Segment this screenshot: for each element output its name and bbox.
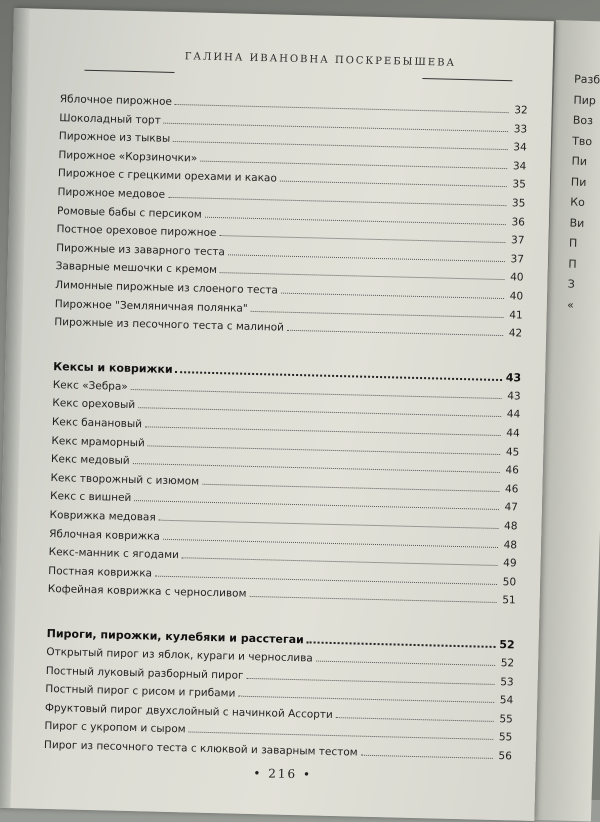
toc-entry-title: Яблочное пирожное — [59, 93, 173, 108]
toc-entry-page: 36 — [511, 215, 526, 229]
toc-entry-title: Пирог с укропом и сыром — [44, 720, 186, 736]
section-heading-title: Пироги, пирожки, кулебяки и расстегаи — [46, 626, 304, 647]
facing-page-fragment: П — [568, 236, 578, 250]
toc-entry-page: 47 — [504, 501, 519, 514]
toc-entry-title: Кекс-манник с ягодами — [48, 546, 180, 562]
toc-entry-page: 42 — [508, 327, 523, 340]
section-heading-page: 43 — [505, 370, 522, 385]
toc-entry-page: 49 — [503, 557, 517, 570]
facing-page-fragment: Пир — [573, 93, 597, 107]
toc-entry-title: Кекс медовый — [50, 453, 130, 468]
dot-leader — [287, 329, 503, 336]
toc-entry-title: Шоколадный торт — [59, 111, 161, 127]
toc-entry-title: Коврижка медовая — [49, 509, 156, 524]
toc-entry-title: Постный луковый разборный пирог — [45, 664, 244, 682]
header-rule-left — [84, 70, 174, 73]
toc-entry-title: Кекс банановый — [51, 416, 143, 431]
header-rule-right — [422, 78, 512, 81]
toc-entry-title: Постное ореховое пирожное — [56, 223, 217, 240]
dot-leader — [246, 676, 494, 684]
dot-leader — [219, 234, 505, 243]
toc-entry-title: Постная коврижка — [48, 564, 153, 580]
dot-leader — [249, 595, 496, 603]
dot-leader — [280, 180, 507, 188]
toc-entry-title: Фруктовый пирог двухслойный с начинкой Ассорти — [44, 701, 333, 721]
toc-entry-page: 41 — [509, 308, 523, 322]
toc-entry-title: Яблочная коврижка — [49, 527, 161, 543]
toc-entry-title: Пирожное "Земляничная полянка" — [54, 297, 248, 315]
toc-entry-page: 52 — [500, 657, 515, 670]
facing-page-fragment: Ко — [570, 195, 586, 209]
toc-entry-page: 51 — [502, 594, 516, 607]
toc-entry-page: 50 — [502, 575, 517, 589]
toc-entry-title: Постный пирог с рисом и грибами — [45, 683, 236, 700]
toc-entry-title: Открытый пирог из яблок, кураги и чернослива — [46, 645, 313, 665]
header-author: ГАЛИНА ИВАНОВНА ПОСКРЕБЫШЕВА — [184, 51, 457, 69]
toc-entry-title: Пирог из песочного теста с клюквой и заварным тестом — [43, 738, 358, 759]
dot-leader — [281, 292, 504, 299]
toc-entry-title: Пирожные из заварного теста — [56, 241, 225, 259]
toc-entry-page: 35 — [511, 197, 526, 210]
toc-entry-page: 40 — [509, 290, 524, 303]
section-heading-page: 52 — [499, 638, 515, 652]
toc-entry-page: 34 — [513, 141, 527, 154]
facing-page-fragment: Воз — [572, 113, 594, 128]
dot-leader — [220, 272, 505, 281]
toc-entry-title: Кекс с вишней — [49, 490, 132, 505]
toc-entry-title: Кекс творожный с изюмом — [50, 471, 200, 488]
toc-entry-title: Пирожное «Корзиночки» — [58, 148, 198, 165]
facing-page-fragment: З — [567, 277, 575, 291]
toc-entry-page: 43 — [507, 389, 521, 403]
toc-entry-page: 40 — [510, 271, 524, 284]
toc-entry-page: 45 — [505, 445, 520, 459]
book-page — [0, 8, 554, 821]
dot-leader — [251, 309, 504, 317]
toc-entry-page: 44 — [506, 427, 520, 440]
section-heading-title: Кексы и коврижки — [53, 359, 173, 376]
toc-entry-page: 48 — [503, 520, 518, 533]
toc-entry-page: 55 — [499, 712, 513, 726]
facing-page-fragment: « — [566, 297, 575, 312]
facing-page-fragment: Разб — [573, 72, 600, 87]
toc-entry-title: Лимонные пирожные из слоеного теста — [55, 279, 278, 297]
toc-entry-page: 35 — [512, 178, 526, 191]
facing-page-fragment: Пи — [571, 154, 588, 169]
toc-entry-page: 44 — [506, 408, 521, 421]
toc-entry-title: Ромовые бабы с персиком — [56, 204, 202, 221]
dot-leader — [336, 716, 494, 722]
toc-entry-page: 46 — [504, 482, 519, 496]
toc-entry-title: Кофейная коврижка с черносливом — [47, 583, 247, 601]
dot-leader — [307, 640, 496, 648]
dot-leader — [238, 695, 494, 703]
toc-entry-page: 48 — [503, 538, 518, 552]
toc-entry-page: 37 — [510, 253, 525, 266]
facing-page-fragment: Тво — [572, 134, 593, 148]
toc-entry-page: 53 — [500, 675, 514, 689]
toc-entry-page: 55 — [498, 731, 513, 744]
dot-leader — [228, 253, 505, 262]
page-number: • 216 • — [253, 766, 313, 782]
toc-entry-title: Пирожные из песочного теста с малиной — [54, 316, 285, 334]
toc-entry-title: Кекс мраморный — [51, 434, 145, 449]
toc-entry-title: Пирожное с грецкими орехами и какао — [57, 167, 277, 185]
dot-leader — [316, 660, 495, 666]
toc-entry-page: 37 — [510, 234, 525, 247]
toc-entry-title: Кекс ореховый — [52, 397, 136, 412]
facing-page-fragment: П — [568, 257, 577, 271]
facing-page-fragment: Ви — [569, 216, 585, 230]
dot-leader — [361, 754, 493, 759]
table-of-contents — [43, 79, 528, 763]
toc-entry-page: 54 — [499, 694, 514, 707]
running-header — [85, 46, 515, 76]
toc-entry-page: 32 — [514, 104, 528, 117]
facing-page-fragment: Пи — [570, 175, 587, 189]
toc-entry-page: 33 — [513, 122, 528, 136]
toc-entry-page: 56 — [498, 750, 513, 763]
toc-entry-title: Заварные мешочки с кремом — [55, 260, 218, 277]
toc-entry-title: Пирожное медовое — [57, 186, 166, 201]
toc-entry-title: Пирожное из тыквы — [58, 130, 171, 146]
toc-entry-page: 46 — [505, 464, 519, 477]
toc-entry-page: 34 — [512, 160, 527, 173]
toc-entry-title: Кекс «Зебра» — [52, 378, 128, 393]
